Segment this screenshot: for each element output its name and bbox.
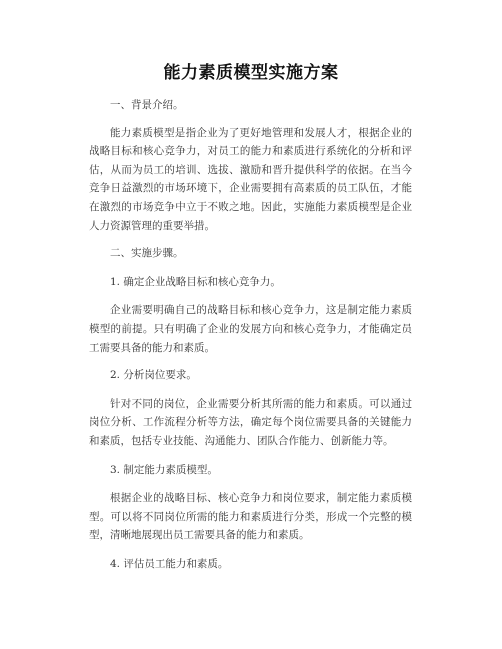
step-heading-4: 4. 评估员工能力和素质。 — [110, 557, 229, 570]
document-body — [89, 96, 412, 573]
document-title: 能力素质模型实施方案 — [163, 63, 339, 83]
paragraph-step-2: 针对不同的岗位，企业需要分析其所需的能力和素质。可以通过岗位分析、工作流程分析等方法，确定每个岗位需要具备的关键能力和素质，包括专业技能、沟通能力、团队合作能力、创新能力等。 — [89, 397, 412, 447]
step-heading-3: 3. 制定能力素质模型。 — [110, 463, 218, 476]
step-heading-1: 1. 确定企业战略目标和核心竞争力。 — [110, 275, 281, 288]
paragraph-step-3: 根据企业的战略目标、核心竞争力和岗位要求，制定能力素质模型。可以将不同岗位所需的能力和素质进行分类，形成一个完整的模型，清晰地展现出员工需要具备的能力和素质。 — [89, 492, 412, 542]
step-heading-2: 2. 分析岗位要求。 — [110, 369, 197, 382]
paragraph-step-1: 企业需要明确自己的战略目标和核心竞争力，这是制定能力素质模型的前提。只有明确了企业的发展方向和核心竞争力，才能确定员工需要具备的能力和素质。 — [89, 304, 412, 354]
paragraph-background: 能力素质模型是指企业为了更好地管理和发展人才，根据企业的战略目标和核心竞争力，对员工的能力和素质进行系统化的分析和评估，从而为员工的培训、选拔、激励和晋升提供科学的依据。在当今竞争日益激烈的市场环境下，企业需要拥有高素质的员工队伍，才能在激烈的市场竞争中立于不败之地。因此，实施能力素质模型是企业人力资源管理的重要举措。 — [89, 126, 412, 232]
section-heading-steps: 二、实施步骤。 — [110, 247, 184, 260]
section-heading-background: 一、背景介绍。 — [110, 99, 184, 111]
